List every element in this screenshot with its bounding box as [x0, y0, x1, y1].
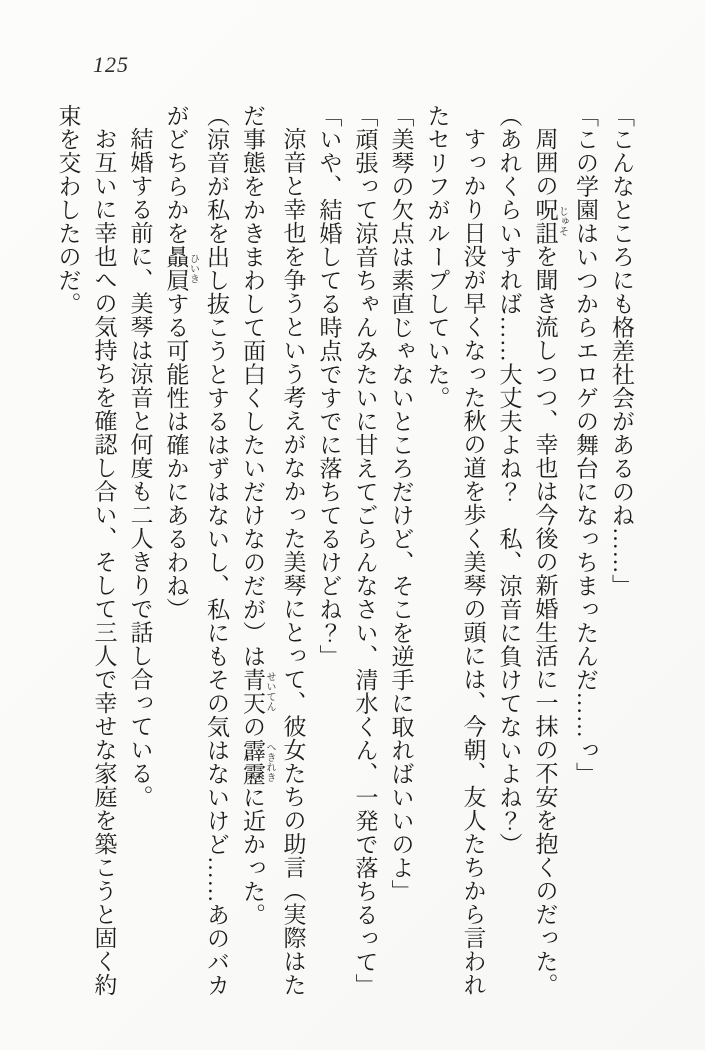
furigana-ruby: 霹靂 へきれき — [240, 738, 275, 786]
text-line: だ事態をかきまわして面白くしたいだけなのだが）は青天 せいてんの霹靂 へきれきに近かった。 — [240, 104, 275, 927]
text-line: 「頑張って涼音ちゃんみたいに甘えてごらんなさい、清水くん、一発で落ちるって」 — [352, 104, 378, 997]
furigana-ruby: 呪詛 じゅそ — [532, 197, 568, 245]
text-line: 束を交わしたのだ。 — [55, 104, 81, 316]
text-line: お互いに幸也への気持ちを確認し合い、そして三人で幸せな家庭を築こうと固く約 — [91, 127, 117, 997]
text-line: 「いや、結婚してる時点ですでに落ちてるけどね？」 — [316, 104, 342, 668]
text-line: 「美琴の欠点は素直じゃないところだけど、そこを逆手に取ればいいのよ」 — [388, 104, 414, 903]
text-line: 「こんなところにも格差社会があるのね……」 — [609, 104, 634, 598]
text-line: 結婚する前に、美琴は涼音と何度も二人きりで話し合っている。 — [127, 127, 153, 809]
text-line: たセリフがループしていた。 — [424, 104, 450, 410]
text-line: 「この学園はいつからエロゲの舞台になっちまったんだ……っ」 — [573, 104, 598, 786]
text-line: 周囲の呪詛 じゅそを聞き流しつつ、幸也は今後の新婚生活に一抹の不安を抱くのだった。 — [532, 127, 568, 997]
furigana-ruby: 青天 せいてん — [240, 668, 275, 715]
text-columns — [50, 104, 640, 1026]
text-line: （涼音が私を出し抜こうとするはずはないし、私にもその気はないけど……あのバカ — [204, 104, 229, 997]
text-line: 涼音と幸也を争うという考えがなかった美琴にとって、彼女たちの助言（実際はた — [280, 127, 306, 997]
text-line: がどちらかを贔屓 ひいきする可能性は確かにあるわね） — [163, 104, 199, 621]
furigana-ruby: 贔屓 ひいき — [163, 245, 199, 292]
page-number: 125 — [93, 52, 129, 77]
text-line: （あれくらいすれば……大丈夫よね？ 私、涼音に負けてないよね？） — [496, 104, 522, 856]
text-line: すっかり日没が早くなった秋の道を歩く美琴の頭には、今朝、友人たちから言われ — [460, 127, 486, 997]
